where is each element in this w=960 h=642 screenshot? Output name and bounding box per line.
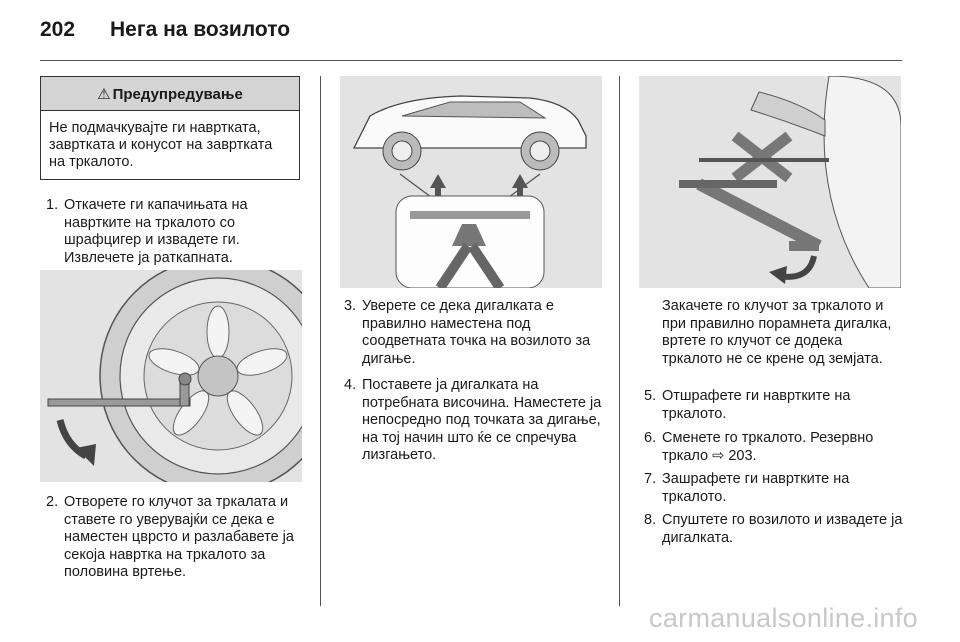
warning-title-text: Предупредување [112,86,243,103]
step-4 [344,377,606,465]
step-number: 5. [644,388,657,404]
step-text: Спуштете го возилото и извадете ја дигалката. [662,512,903,546]
step-text: Зашрафете ги навртките на тркалото. [662,471,850,505]
step-text: Отворете го клучот за тркалата и ставете го уверувајќи се дека е наместен цврсто и разлабавете ја секоја навртка на тркалото за половина вртење. [64,494,294,580]
step-text: Уверете се дека дигалката е правилно наместена под соодветната точка на возилото за дигање. [362,298,591,367]
car-lift-drawing [340,76,602,288]
step-number: 3. [344,298,357,314]
page-number: 202 [40,18,76,41]
column-divider-1 [320,76,321,606]
warning-title [41,77,299,111]
step-text: Откачете ги капачињата на навртките на тркалото со шрафцигер и извадете ги. Извлечете ја раткапната. [64,197,248,266]
step-2 [46,494,308,582]
step-4-continued [644,298,906,368]
step-number: 2. [46,494,59,510]
watermark: carmanualsonline.info [649,603,918,633]
wheel-wrench-illustration [40,270,302,482]
warning-triangle-icon: ⚠ [97,86,111,103]
step-5 [644,388,906,423]
step-6 [644,430,906,465]
jack-point-illustration [340,76,602,288]
warning-box [40,76,300,180]
page-title: Нега на возилото [110,18,291,41]
step-8 [644,512,906,547]
header-rule [40,60,902,61]
step-text: Сменете го тркалото. Резервно тркало ⇨ 203. [662,430,874,464]
step-number: 1. [46,197,59,213]
jack-crank-illustration [639,76,901,288]
column-divider-2 [619,76,620,606]
column-1 [40,76,300,180]
step-number: 4. [344,377,357,393]
step-1 [46,197,304,267]
wheel-wrench-drawing [40,270,302,482]
page-header [40,18,290,42]
step-text: Отшрафете ги навртките на тркалото. [662,388,851,422]
step-3 [344,298,606,368]
jack-crank-drawing [639,76,901,288]
step-number: 6. [644,430,657,446]
step-number: 7. [644,471,657,487]
step-text: Поставете ја дигалката на потребната височина. Наместете ја непосредно под точката за дигање, на тој начин што ќе се спречува лизгањето. [362,377,602,463]
step-number: 8. [644,512,657,528]
step-7 [644,471,906,506]
warning-text: Не подмачкувајте ги навртката, завртката и конусот на завртката на тркалото. [49,120,273,170]
step-text: Закачете го клучот за тркалото и при правилно порамнета дигалка, вртете го клучот се додека тркалото не се крене од земјата. [662,298,892,367]
